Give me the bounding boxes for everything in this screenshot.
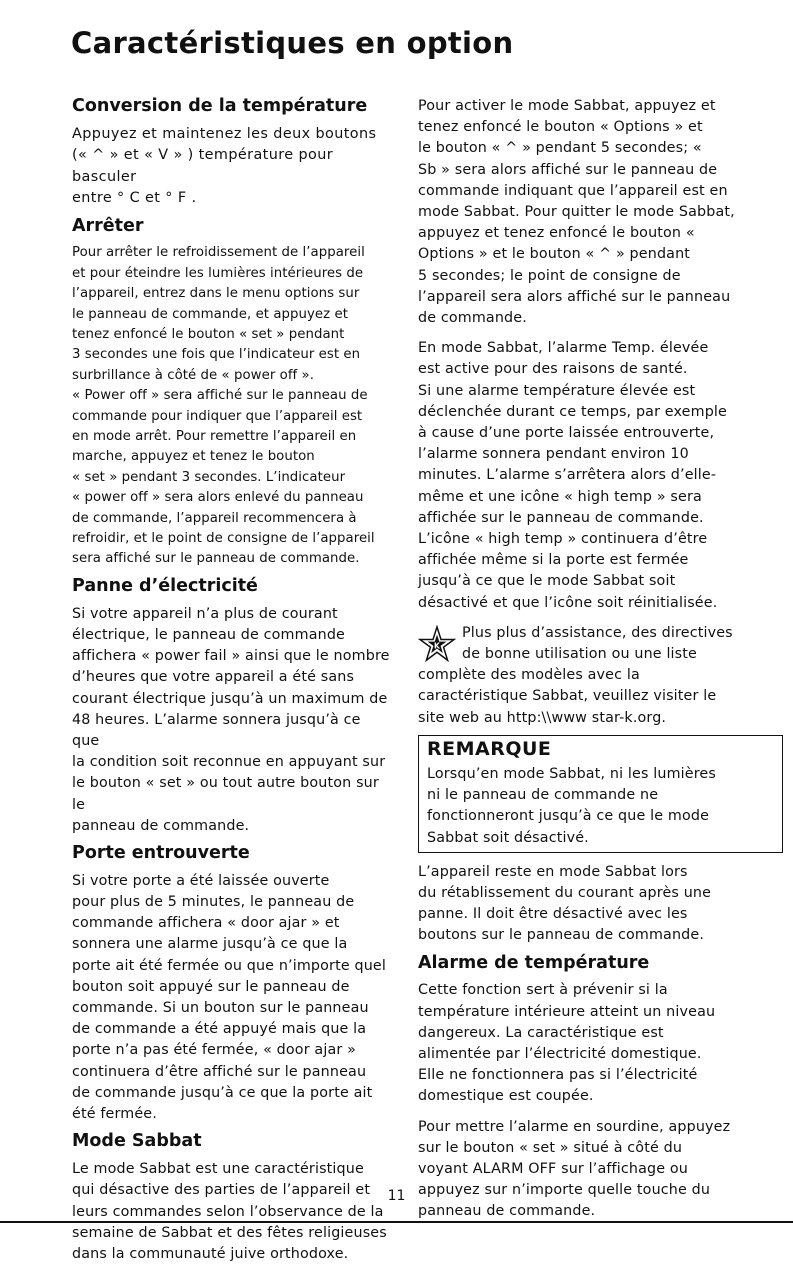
text-line: continuera d’être affiché sur le panneau <box>72 1063 367 1080</box>
text-line: semaine de Sabbat et des fêtes religieuses <box>72 1224 387 1241</box>
text-line: de bonne utilisation ou une liste <box>462 646 697 663</box>
right-column <box>418 96 783 1223</box>
text-line: et pour éteindre les lumières intérieures de <box>72 265 364 281</box>
text-line: Pour arrêter le refroidissement de l’appareil <box>72 245 365 261</box>
note-title: REMARQUE <box>427 737 552 760</box>
text-line: la condition soit reconnue en appuyant sur <box>72 754 386 771</box>
page-title: Caractéristiques en option <box>71 26 514 60</box>
text-line: de commande a été appuyé mais que la <box>72 1021 367 1038</box>
text-line: porte ait été fermée ou que n’importe quel <box>72 957 386 974</box>
star-k-icon <box>418 625 456 665</box>
text-line: affichera « power fail » ainsi que le nombre <box>72 648 390 665</box>
section-off <box>72 216 392 570</box>
section-heading-sabbath-mode: Mode Sabbat <box>72 1131 202 1152</box>
section-temperature-alarm <box>418 953 783 1223</box>
text-line: désactivé et que l’icône soit réinitialisée. <box>418 594 718 611</box>
paragraph-sabbath-activate <box>418 96 783 329</box>
text-line: boutons sur le panneau de commande. <box>418 927 705 944</box>
text-line: courant électrique jusqu’à un maximum de <box>72 690 388 707</box>
text-line: Elle ne fonctionnera pas si l’électricité <box>418 1067 698 1084</box>
text-line: affichée sur le panneau de commande. <box>418 509 704 526</box>
text-line: commande pour indiquer que l’appareil est <box>72 408 363 424</box>
text-line: complète des modèles avec la <box>418 667 640 684</box>
text-line: appuyez sur n’importe quelle touche du <box>418 1182 711 1199</box>
text-line: Le mode Sabbat est une caractéristique <box>72 1161 364 1178</box>
text-line: ni le panneau de commande ne <box>427 787 659 804</box>
text-line: à cause d’une porte laissée entrouverte, <box>418 425 715 442</box>
text-line: « set » pendant 3 secondes. L’indicateur <box>72 469 346 485</box>
text-line: « power off » sera alors enlevé du panneau <box>72 490 364 506</box>
text-line: le bouton « set » ou tout autre bouton sur le <box>72 775 379 813</box>
text-line: entre ° C et ° F . <box>72 190 197 207</box>
text-line: minutes. L’alarme s’arrêtera alors d’elle- <box>418 467 717 484</box>
text-line: même et une icône « high temp » sera <box>418 488 702 505</box>
text-line: de commande, l’appareil recommencera à <box>72 510 357 526</box>
left-column <box>72 96 392 1265</box>
text-line: Lorsqu’en mode Sabbat, ni les lumières <box>427 765 716 782</box>
text-line: commande affichera « door ajar » et <box>72 915 340 932</box>
text-line: tenez enfoncé le bouton « Options » et <box>418 119 703 136</box>
text-line: marche, appuyez et tenez le bouton <box>72 449 315 465</box>
text-line: l’appareil sera alors affiché sur le panneau <box>418 288 731 305</box>
text-line: le bouton « ^ » pendant 5 secondes; « <box>418 140 702 157</box>
text-line: sonnera une alarme jusqu’à ce que la <box>72 936 348 953</box>
text-line: fonctionneront jusqu’à ce que le mode <box>427 808 710 825</box>
text-line: Sb » sera alors affiché sur le panneau de <box>418 161 718 178</box>
text-line: tenez enfoncé le bouton « set » pendant <box>72 327 345 342</box>
text-line: sera affiché sur le panneau de commande. <box>72 551 360 567</box>
text-line: refroidir, et le point de consigne de l’appareil <box>72 531 375 547</box>
text-line: alimentée par l’électricité domestique. <box>418 1046 702 1062</box>
text-line: (« ^ » et « V » ) température pour basculer <box>72 147 334 185</box>
text-line: Plus plus d’assistance, des directives <box>462 624 733 641</box>
text-line: le panneau de commande, et appuyez et <box>72 306 348 322</box>
section-power-failure <box>72 576 392 837</box>
section-door-ajar <box>72 843 392 1125</box>
paragraph <box>72 1159 392 1265</box>
text-line: panneau de commande. <box>72 817 250 834</box>
note-box <box>418 735 783 853</box>
text-line: appuyez et tenez enfoncé le bouton « <box>418 225 695 242</box>
paragraph <box>72 871 392 1125</box>
text-line: surbrillance à côté de « power off ». <box>72 367 315 383</box>
note-text <box>427 764 774 849</box>
text-line: qui désactive des parties de l’appareil et <box>72 1182 371 1199</box>
text-line: Cette fonction sert à prévenir si la <box>418 982 668 999</box>
svg-text:K: K <box>434 641 440 651</box>
text-line: affichée même si la porte est fermée <box>418 552 689 569</box>
text-line: L’icône « high temp » continuera d’être <box>418 531 708 548</box>
star-k-info <box>418 623 783 729</box>
text-line: l’alarme sonnera pendant environ 10 <box>418 446 689 463</box>
text-line: du rétablissement du courant après une <box>418 884 712 901</box>
text-line: d’heures que votre appareil a été sans <box>72 669 355 686</box>
text-line: Sabbat soit désactivé. <box>427 829 589 846</box>
text-line: été fermée. <box>72 1106 157 1123</box>
page-number: 11 <box>387 1188 406 1204</box>
text-line: commande indiquant que l’appareil est en <box>418 182 728 199</box>
text-line: bouton soit appuyé sur le panneau de <box>72 978 350 995</box>
text-line: leurs commandes selon l’observance de la <box>72 1203 384 1220</box>
text-line: panneau de commande. <box>418 1203 596 1220</box>
text-line: mode Sabbat. Pour quitter le mode Sabbat, <box>418 204 735 221</box>
text-line: caractéristique Sabbat, veuillez visiter le <box>418 688 717 705</box>
paragraph <box>418 1117 783 1223</box>
text-line: électrique, le panneau de commande <box>72 626 346 643</box>
text-line: de commande. <box>418 310 527 327</box>
section-heading-temperature-conversion: Conversion de la température <box>72 96 368 116</box>
section-heading-off: Arrêter <box>72 215 144 236</box>
text-line: Pour mettre l’alarme en sourdine, appuyez <box>418 1118 731 1135</box>
text-line: domestique est coupée. <box>418 1088 594 1105</box>
paragraph-star-k <box>418 623 783 729</box>
text-line: porte n’a pas été fermée, « door ajar » <box>72 1042 356 1059</box>
text-line: L’appareil reste en mode Sabbat lors <box>418 863 688 880</box>
section-heading-temperature-alarm: Alarme de température <box>418 952 650 973</box>
bottom-rule <box>0 1221 793 1223</box>
text-line: panne. Il doit être désactivé avec les <box>418 906 688 923</box>
text-line: En mode Sabbat, l’alarme Temp. élevée <box>418 340 709 357</box>
paragraph-sabbath-high-temp <box>418 338 783 614</box>
text-line: Appuyez et maintenez les deux boutons <box>72 125 377 142</box>
text-line: Options » et le bouton « ^ » pendant <box>418 246 691 263</box>
text-line: déclenchée durant ce temps, par exemple <box>418 403 727 420</box>
text-line: dangereux. La caractéristique est <box>418 1024 664 1041</box>
paragraph <box>418 980 783 1107</box>
text-line: l’appareil, entrez dans le menu options sur <box>72 286 360 302</box>
text-line: est active pour des raisons de santé. <box>418 361 688 378</box>
section-heading-door-ajar: Porte entrouverte <box>72 842 250 863</box>
paragraph <box>72 124 392 210</box>
text-line: de commande jusqu’à ce que la porte ait <box>72 1084 373 1101</box>
text-line: 3 secondes une fois que l’indicateur est en <box>72 347 361 363</box>
text-line: jusqu’à ce que le mode Sabbat soit <box>418 573 676 590</box>
text-line: commande. Si un bouton sur le panneau <box>72 1000 369 1017</box>
text-line: site web au http:\\www star-k.org. <box>418 709 667 726</box>
text-line: Pour activer le mode Sabbat, appuyez et <box>418 98 716 114</box>
text-line: pour plus de 5 minutes, le panneau de <box>72 894 355 911</box>
section-heading-power-failure: Panne d’électricité <box>72 575 258 596</box>
text-line: dans la communauté juive orthodoxe. <box>72 1245 349 1262</box>
text-line: voyant ALARM OFF sur l’affichage ou <box>418 1161 688 1178</box>
paragraph <box>72 243 392 570</box>
text-line: Si votre porte a été laissée ouverte <box>72 872 330 889</box>
paragraph-after-note <box>418 862 783 947</box>
text-line: « Power off » sera affiché sur le panneau de <box>72 388 368 404</box>
text-line: Si une alarme température élevée est <box>418 382 696 399</box>
text-line: Si votre appareil n’a plus de courant <box>72 605 338 622</box>
text-line: température intérieure atteint un niveau <box>418 1003 716 1020</box>
text-line: en mode arrêt. Pour remettre l’appareil en <box>72 429 357 445</box>
text-line: 48 heures. L’alarme sonnera jusqu’à ce que <box>72 711 361 749</box>
paragraph <box>72 604 392 837</box>
text-line: sur le bouton « set » situé à côté du <box>418 1139 683 1156</box>
section-temperature-conversion <box>72 96 392 210</box>
text-line: 5 secondes; le point de consigne de <box>418 267 681 284</box>
